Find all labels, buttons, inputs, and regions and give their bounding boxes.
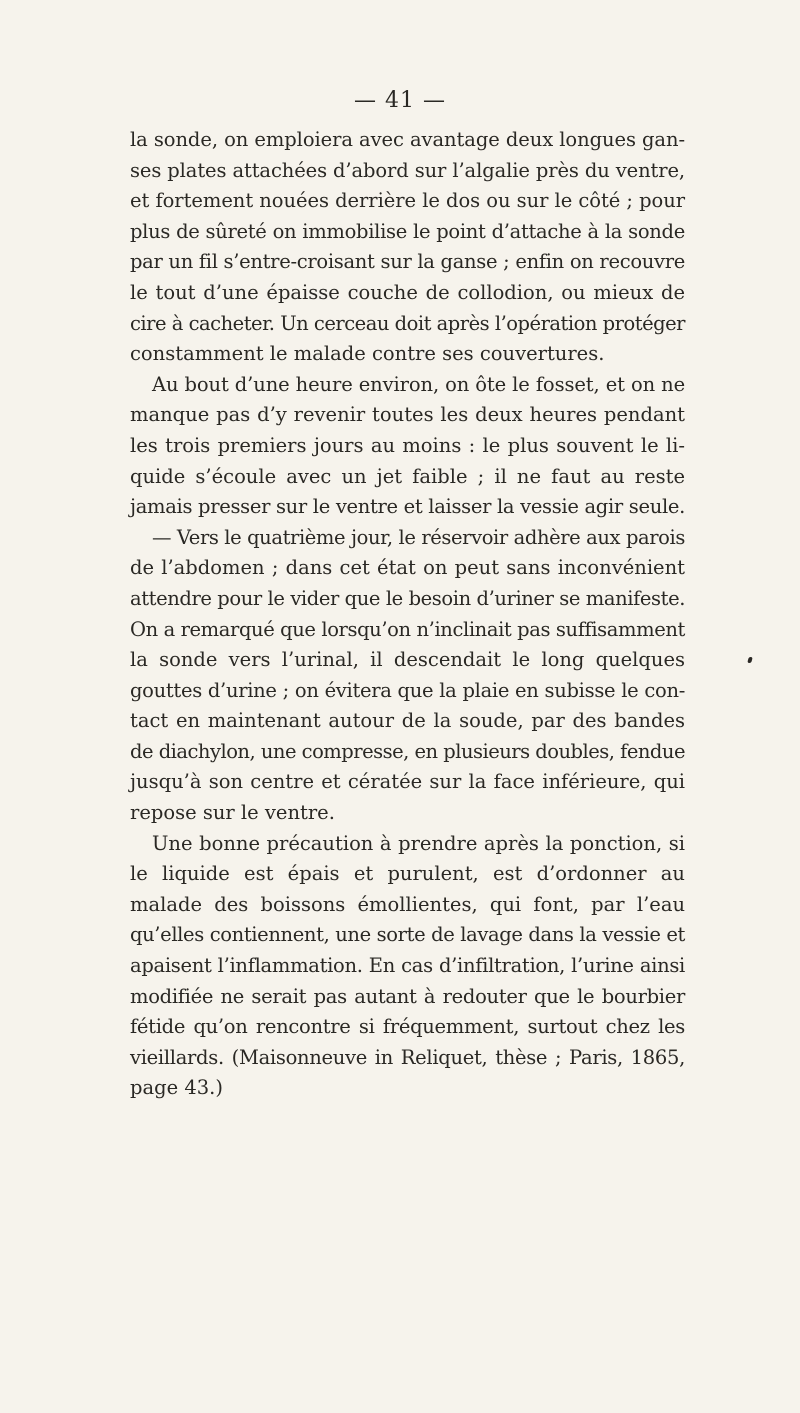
- text-line: quide s’écoule avec un jet faible ; il ne faut au reste: [130, 464, 685, 488]
- text-line: On a remarqué que lorsqu’on n’inclinait pas suffisamment: [130, 617, 685, 641]
- text-line: le tout d’une épaisse couche de collodion, ou mieux de: [130, 280, 685, 304]
- text-line: les trois premiers jours au moins : le plus souvent le li-: [130, 433, 685, 457]
- text-line: repose sur le ventre.: [130, 801, 335, 825]
- text-line: — Vers le quatrième jour, le réservoir adhère aux parois: [152, 525, 685, 549]
- text-line: de l’abdomen ; dans cet état on peut sans inconvénient: [130, 556, 685, 580]
- margin-ink-mark: [747, 657, 753, 663]
- text-line: gouttes d’urine ; on évitera que la plaie en subisse le con-: [130, 678, 685, 702]
- text-line: Une bonne précaution à prendre après la ponction, si: [152, 831, 685, 855]
- body-text: [130, 125, 685, 1104]
- text-line: vieillards. (Maisonneuve in Reliquet, thèse ; Paris, 1865,: [130, 1045, 685, 1069]
- text-line: la sonde vers l’urinal, il descendait le long quelques: [130, 648, 685, 672]
- text-line: qu’elles contiennent, une sorte de lavage dans la vessie et: [130, 923, 685, 947]
- text-line: Au bout d’une heure environ, on ôte le fosset, et on ne: [152, 372, 685, 396]
- text-line: manque pas d’y revenir toutes les deux heures pendant: [130, 403, 685, 427]
- text-line: page 43.): [130, 1076, 223, 1100]
- text-line: constamment le malade contre ses couvertures.: [130, 342, 605, 366]
- text-line: le liquide est épais et purulent, est d’ordonner au: [130, 862, 685, 886]
- text-line: modifiée ne serait pas autant à redouter que le bourbier: [130, 984, 685, 1008]
- text-line: et fortement nouées derrière le dos ou sur le côté ; pour: [130, 189, 685, 213]
- text-line: tact en maintenant autour de la soude, par des bandes: [130, 709, 685, 733]
- text-line: plus de sûreté on immobilise le point d’attache à la sonde: [130, 219, 685, 243]
- text-line: jamais presser sur le ventre et laisser la vessie agir seule.: [130, 495, 685, 519]
- text-line: par un fil s’entre-croisant sur la ganse ; enfin on recouvre: [130, 250, 685, 274]
- text-line: la sonde, on emploiera avec avantage deux longues gan-: [130, 128, 685, 151]
- text-line: fétide qu’on rencontre si fréquemment, surtout chez les: [130, 1015, 685, 1039]
- page-number: — 41 —: [354, 88, 446, 113]
- text-line: attendre pour le vider que le besoin d’uriner se manifeste.: [130, 586, 685, 610]
- text-line: de diachylon, une compresse, en plusieurs doubles, fendue: [130, 739, 685, 763]
- text-line: apaisent l’inflammation. En cas d’infiltration, l’urine ainsi: [130, 954, 685, 978]
- text-line: malade des boissons émollientes, qui font, par l’eau: [130, 892, 685, 916]
- text-line: cire à cacheter. Un cerceau doit après l’opération protéger: [130, 311, 685, 335]
- text-line: jusqu’à son centre et cératée sur la face inférieure, qui: [130, 770, 685, 794]
- text-line: ses plates attachées d’abord sur l’algalie près du ventre,: [130, 158, 686, 182]
